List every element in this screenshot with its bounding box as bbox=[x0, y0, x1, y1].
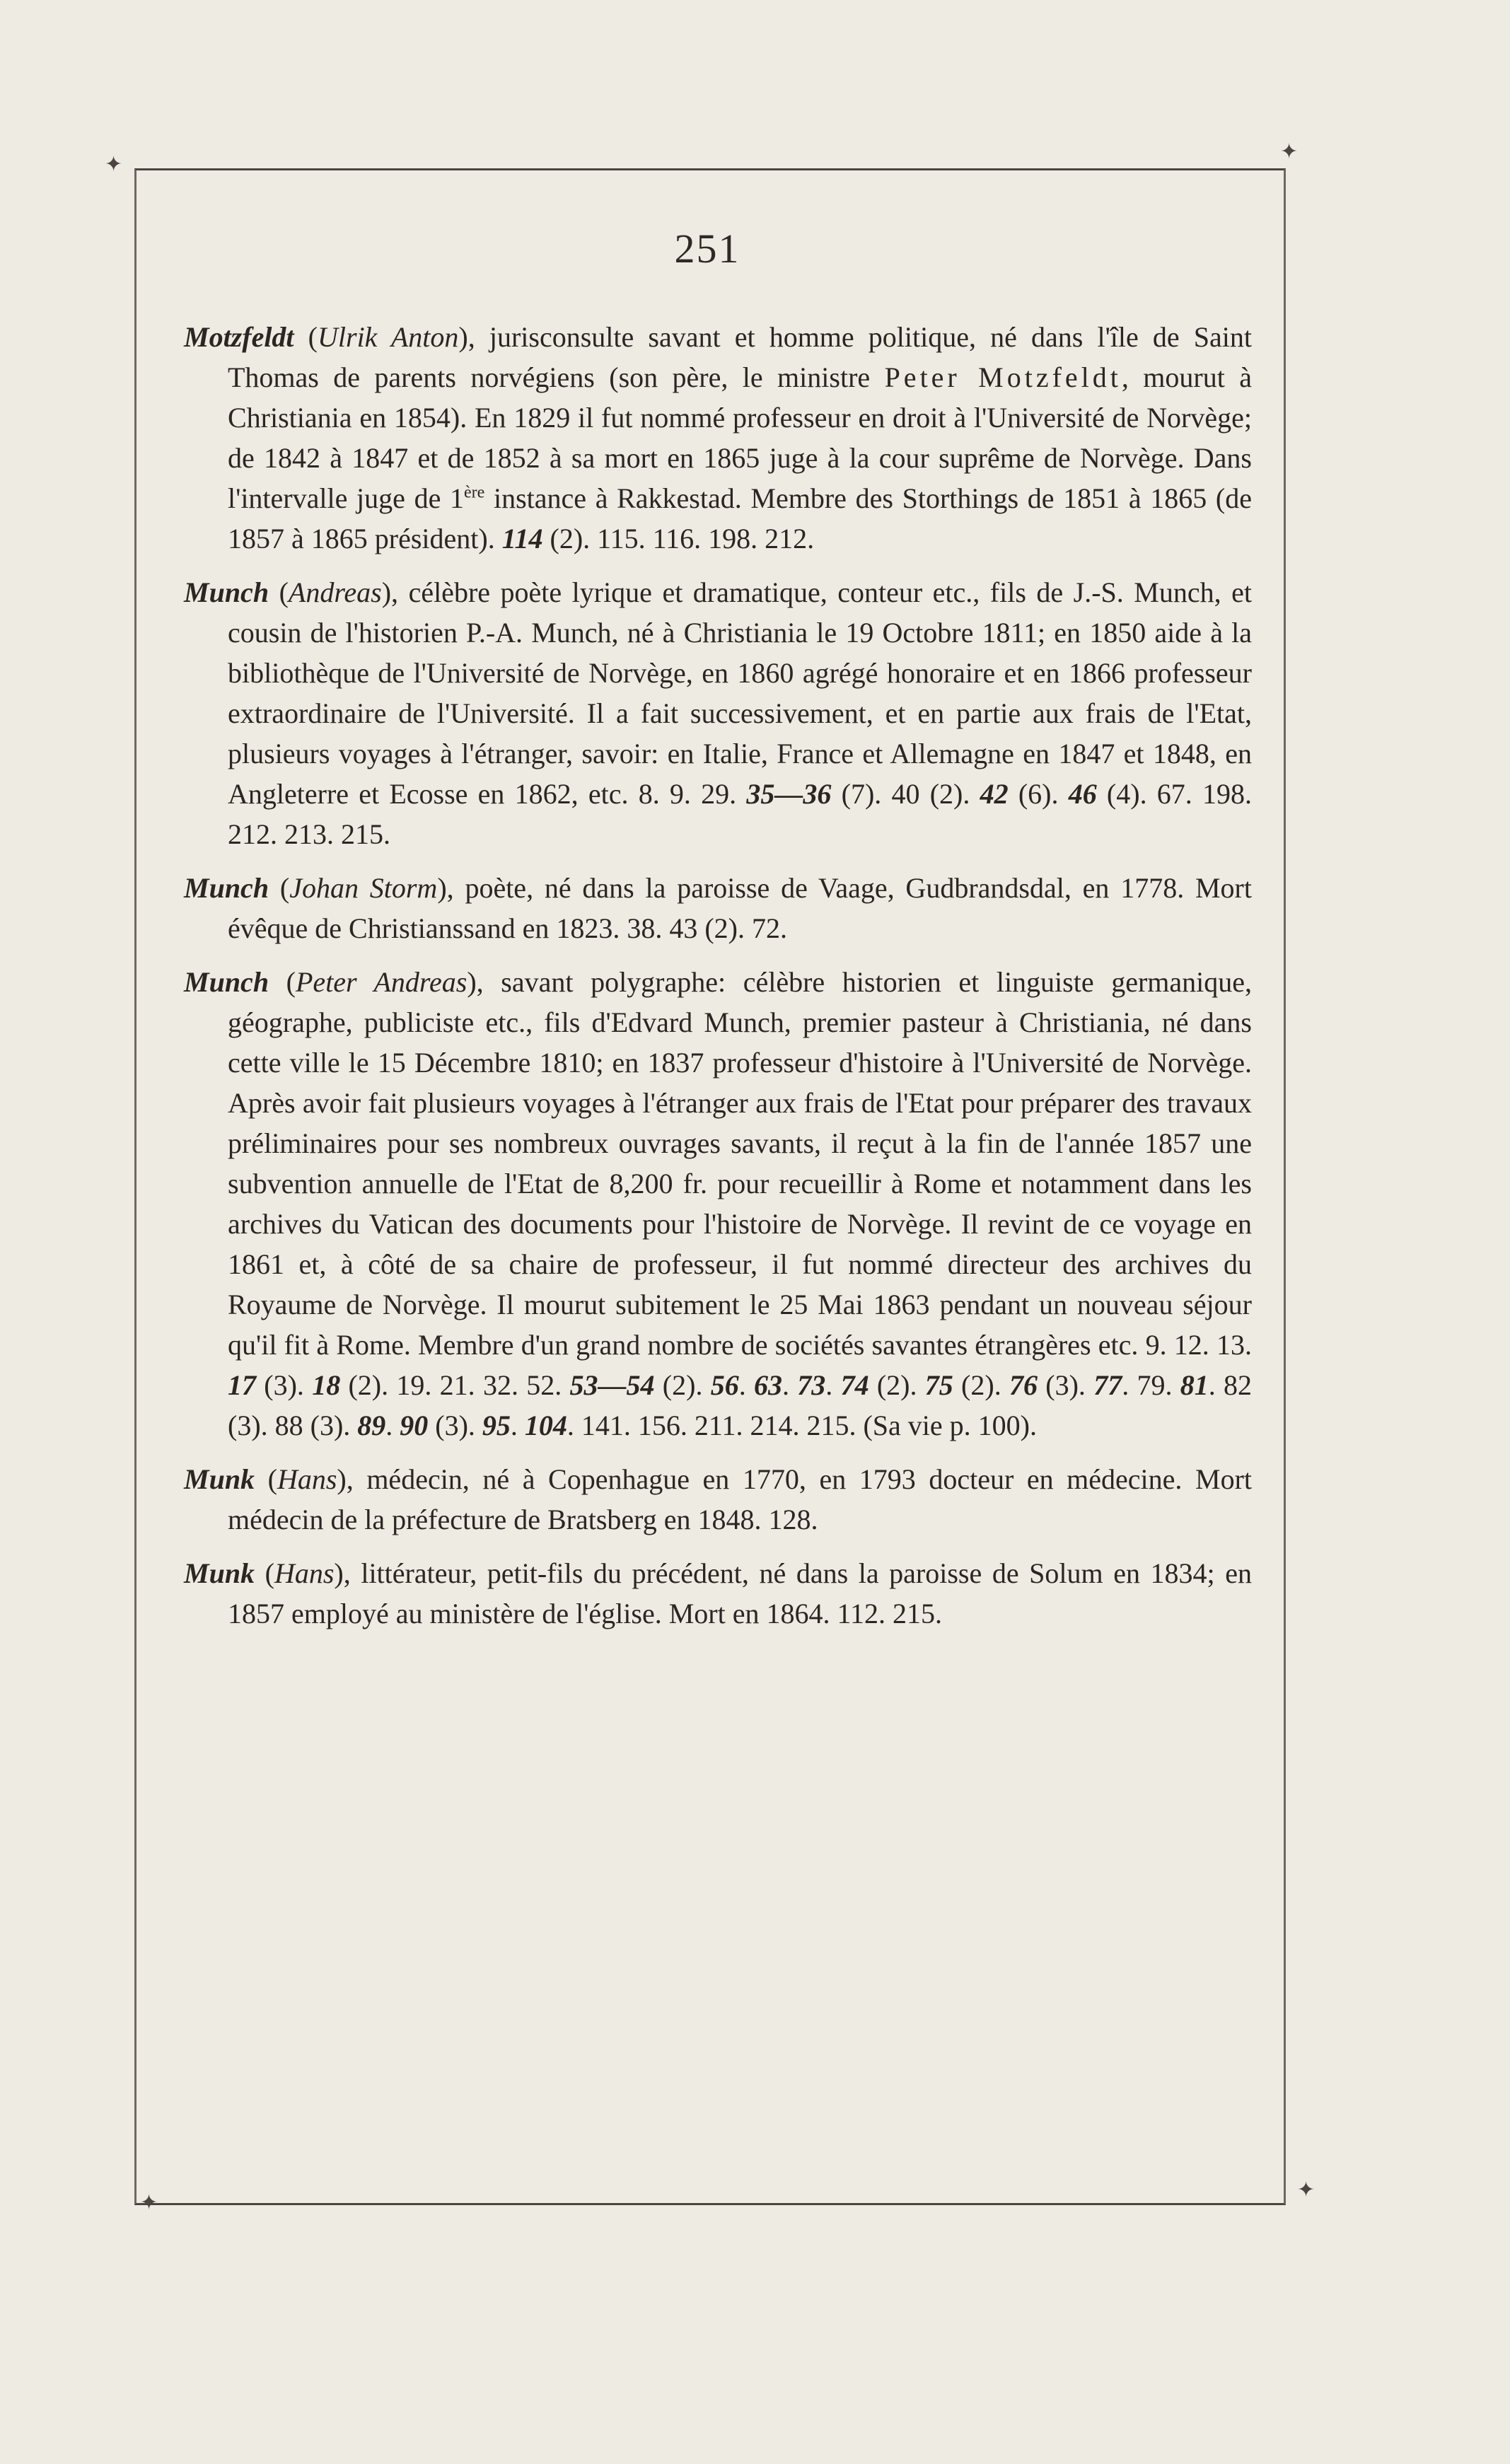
page-reference-bold: 90 bbox=[400, 1410, 429, 1441]
corner-ornament-top-left-icon: ✦ bbox=[105, 152, 123, 177]
page-reference-bold: 77 bbox=[1093, 1369, 1122, 1401]
page-reference-bold: 74 bbox=[840, 1369, 869, 1401]
entry-munch-andreas: Munch (Andreas), célèbre poète lyrique et dramatique, conteur etc., fils de J.-S. Munch, et cousin de l'historien P.-A. Munch, né à Christiania le 19 Octobre 1811; en 1850 aide à la bibliothèque de l'Université de Norvège, en 1860 agrégé honoraire et en 1866 professeur extraordinaire de l'Université. Il a fait successivement, et en partie aux frais de l'Etat, plusieurs voyages à l'étranger, savoir: en Italie, France et Allemagne en 1847 et 1848, en Angleterre et Ecosse en 1862, etc. 8. 9. 29. 35—36 (7). 40 (2). 42 (6). 46 (4). 67. 198. 212. 213. 215. bbox=[184, 576, 1253, 850]
entry-surname: Motzfeldt bbox=[184, 321, 294, 353]
biographical-entries bbox=[184, 317, 1252, 1647]
corner-ornament-top-right-icon: ✦ bbox=[1280, 139, 1299, 164]
page-reference-bold: 76 bbox=[1009, 1369, 1038, 1401]
entry-given-name: Hans bbox=[274, 1557, 335, 1589]
page-reference-bold: 81 bbox=[1180, 1369, 1209, 1401]
entry-spaced-name: Peter Motzfeldt bbox=[884, 361, 1122, 393]
page-reference-bold: 17 bbox=[228, 1369, 256, 1401]
entry-surname: Munk bbox=[184, 1557, 255, 1589]
entry-text: médecin, né à Copenhague en 1770, en 1793 docteur en médecine. Mort médecin de la préfecture de Bratsberg en 1848. 128. bbox=[228, 1463, 1252, 1535]
page-reference-bold: 95 bbox=[482, 1410, 511, 1441]
entry-surname: Munk bbox=[184, 1463, 255, 1495]
entry-motzfeldt-ulrik-anton: Motzfeldt (Ulrik Anton), jurisconsulte savant et homme politique, né dans l'île de Saint Thomas de parents norvégiens (son père, le ministre Peter Motzfeldt, mourut à Christiania en 1854). En 1829 il fut nommé professeur en droit à l'Université de Norvège; de 1842 à 1847 et de 1852 à sa mort en 1865 juge à la cour suprême de Norvège. Dans l'intervalle juge de 1ère instance à Rakkestad. Membre des Storthings de 1851 à 1865 (de 1857 à 1865 président). 114 (2). 115. 116. 198. 212. bbox=[184, 321, 1253, 554]
page-reference-bold: 63 bbox=[754, 1369, 783, 1401]
entry-surname: Munch bbox=[184, 872, 269, 904]
page-reference-bold: 89 bbox=[357, 1410, 386, 1441]
page-reference-bold: 35—36 bbox=[746, 778, 832, 810]
page-reference-bold: 75 bbox=[924, 1369, 953, 1401]
entry-surname: Munch bbox=[184, 966, 269, 998]
page-reference-bold: 56 bbox=[710, 1369, 739, 1401]
page-reference-bold: 104 bbox=[524, 1410, 567, 1441]
entry-text: jurisconsulte savant et homme politique, né dans l'île de Saint Thomas de parents norvégiens (son père, le ministre bbox=[228, 321, 1252, 393]
corner-ornament-bottom-left-icon: ✦ bbox=[140, 2190, 158, 2215]
entry-munch-johan-storm: Munch (Johan Storm), poète, né dans la paroisse de Vaage, Gudbrandsdal, en 1778. Mort évêque de Christianssand en 1823. 38. 43 (2). 72. bbox=[184, 872, 1252, 944]
entry-text: poète, né dans la paroisse de Vaage, Gudbrandsdal, en 1778. Mort évêque de Christianssand en 1823. 38. 43 (2). 72. bbox=[228, 872, 1252, 944]
entry-given-name: Johan Storm bbox=[289, 872, 438, 904]
entry-text: littérateur, petit-fils du précédent, né dans la paroisse de Solum en 1834; en 1857 employé au ministère de l'église. Mort en 1864. 112. 215. bbox=[228, 1557, 1252, 1629]
page-reference-bold: 114 bbox=[501, 523, 543, 554]
page-number: 251 bbox=[674, 226, 741, 272]
entry-given-name: Hans bbox=[277, 1463, 337, 1495]
entry-given-name: Andreas bbox=[288, 576, 382, 608]
page-reference-bold: 46 bbox=[1068, 778, 1097, 810]
entry-munk-hans-1770: Munk (Hans), médecin, né à Copenhague en 1770, en 1793 docteur en médecine. Mort médecin de la préfecture de Bratsberg en 1848. 128. bbox=[184, 1463, 1252, 1535]
page-reference-bold: 53—54 bbox=[569, 1369, 655, 1401]
entry-given-name: Peter Andreas bbox=[296, 966, 467, 998]
entry-text: célèbre poète lyrique et dramatique, conteur etc., fils de J.-S. Munch, et cousin de l'historien P.-A. Munch, né à Christiania le 19 Octobre 1811; en 1850 aide à la bibliothèque de l'Université de Norvège, en 1860 agrégé honoraire et en 1866 professeur extraordinaire de l'Université. Il a fait successivement, et en partie aux frais de l'Etat, plusieurs voyages à l'étranger, savoir: en Italie, France et Allemagne en 1847 et 1848, en Angleterre et Ecosse en 1862, etc. 8. 9. 29. bbox=[228, 576, 1252, 810]
entry-given-name: Ulrik Anton bbox=[318, 321, 459, 353]
entry-munch-peter-andreas: Munch (Peter Andreas), savant polygraphe: célèbre historien et linguiste germanique, géographe, publiciste etc., fils d'Edvard Munch, premier pasteur à Christiania, né dans cette ville le 15 Décembre 1810; en 1837 professeur d'histoire à l'Université de Norvège. Après avoir fait plusieurs voyages à l'étranger aux frais de l'Etat pour préparer des travaux préliminaires pour ses nombreux ouvrages savants, il reçut à la fin de l'année 1857 une subvention annuelle de l'Etat de 8,200 fr. pour recueillir à Rome et notamment dans les archives du Vatican des documents pour l'histoire de Norvège. Il revint de ce voyage en 1861 et, à côté de sa chaire de professeur, il fut nommé directeur des archives du Royaume de Norvège. Il mourut subitement le 25 Mai 1863 pendant un nouveau séjour qu'il fit à Rome. Membre d'un grand nombre de sociétés savantes étrangères etc. 9. 12. 13. 17 (3). 18 (2). 19. 21. 32. 52. 53—54 (2). 56. 63. 73. 74 (2). 75 (2). 76 (3). 77. 79. 81. 82 (3). 88 (3). 89. 90 (3). 95. 104. 141. 156. 211. 214. 215. (Sa vie p. 100). bbox=[184, 966, 1253, 1441]
page-reference-bold: 18 bbox=[312, 1369, 341, 1401]
entry-munk-hans-1834: Munk (Hans), littérateur, petit-fils du précédent, né dans la paroisse de Solum en 1834; en 1857 employé au ministère de l'église. Mort en 1864. 112. 215. bbox=[184, 1557, 1252, 1629]
page-reference-bold: 73 bbox=[797, 1369, 826, 1401]
entry-surname: Munch bbox=[184, 576, 269, 608]
entry-text: savant polygraphe: célèbre historien et linguiste germanique, géographe, publiciste etc., fils d'Edvard Munch, premier pasteur à Christiania, né dans cette ville le 15 Décembre 1810; en 1837 professeur d'histoire à l'Université de Norvège. Après avoir fait plusieurs voyages à l'étranger aux frais de l'Etat pour préparer des travaux préliminaires pour ses nombreux ouvrages savants, il reçut à la fin de l'année 1857 une subvention annuelle de l'Etat de 8,200 fr. pour recueillir à Rome et notamment dans les archives du Vatican des documents pour l'histoire de Norvège. Il revint de ce voyage en 1861 et, à côté de sa chaire de professeur, il fut nommé directeur des archives du Royaume de Norvège. Il mourut subitement le 25 Mai 1863 pendant un nouveau séjour qu'il fit à Rome. Membre d'un grand nombre de sociétés savantes étrangères etc. 9. 12. 13. bbox=[228, 966, 1253, 1361]
page-reference-bold: 42 bbox=[980, 778, 1009, 810]
corner-ornament-bottom-right-icon: ✦ bbox=[1297, 2178, 1316, 2202]
